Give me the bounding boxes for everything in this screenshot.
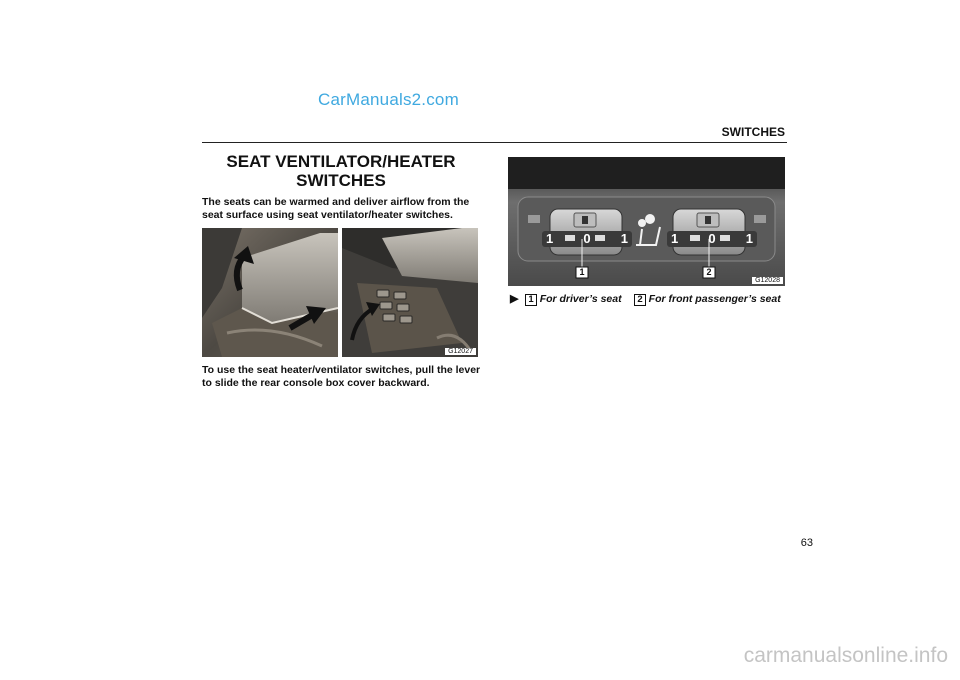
passenger-dial-label: 1	[671, 231, 679, 246]
triangle-pointer-icon: ▶	[510, 293, 519, 305]
driver-dial-label: 1	[620, 231, 628, 246]
driver-dial-labels	[546, 231, 628, 246]
driver-dial-label: 1	[546, 231, 554, 246]
figure2-legend	[508, 292, 781, 306]
page-title	[202, 152, 480, 190]
legend-number-2: 2	[634, 294, 645, 306]
page-number: 63	[800, 537, 813, 549]
callout-1: 1	[579, 267, 585, 277]
watermark-carmanuals2: CarManuals2.com	[318, 90, 459, 109]
figure2-code: G12028	[752, 277, 783, 284]
legend-label-driver: For driver’s seat	[539, 293, 622, 305]
passenger-dial-label: 1	[745, 231, 753, 246]
watermark-carmanualsonline: carmanualsonline.info	[743, 644, 948, 667]
console-box-photo	[202, 228, 478, 357]
figure1-code: G12027	[445, 348, 476, 355]
intro-paragraph: The seats can be warmed and deliver airflow from the seat surface using seat ventilator/heater switches.	[202, 196, 470, 221]
header-rule	[202, 142, 787, 143]
title-line-2: SWITCHES	[296, 171, 386, 190]
legend-label-passenger: For front passenger’s seat	[648, 293, 781, 305]
passenger-dial-labels	[671, 231, 753, 246]
passenger-dial-label: 0	[708, 231, 716, 246]
switch-panel-illustration	[508, 157, 785, 286]
driver-dial-label: 0	[583, 231, 591, 246]
title-line-1: SEAT VENTILATOR/HEATER	[226, 152, 456, 171]
switch-panel-photo	[508, 157, 785, 286]
curved-arrow-icon	[202, 228, 478, 357]
figure1-caption: To use the seat heater/ventilator switches, pull the lever to slide the rear console box cover backward.	[202, 364, 481, 389]
legend-number-1: 1	[525, 294, 536, 306]
callout-2: 2	[706, 267, 712, 277]
section-header: SWITCHES	[721, 125, 785, 139]
